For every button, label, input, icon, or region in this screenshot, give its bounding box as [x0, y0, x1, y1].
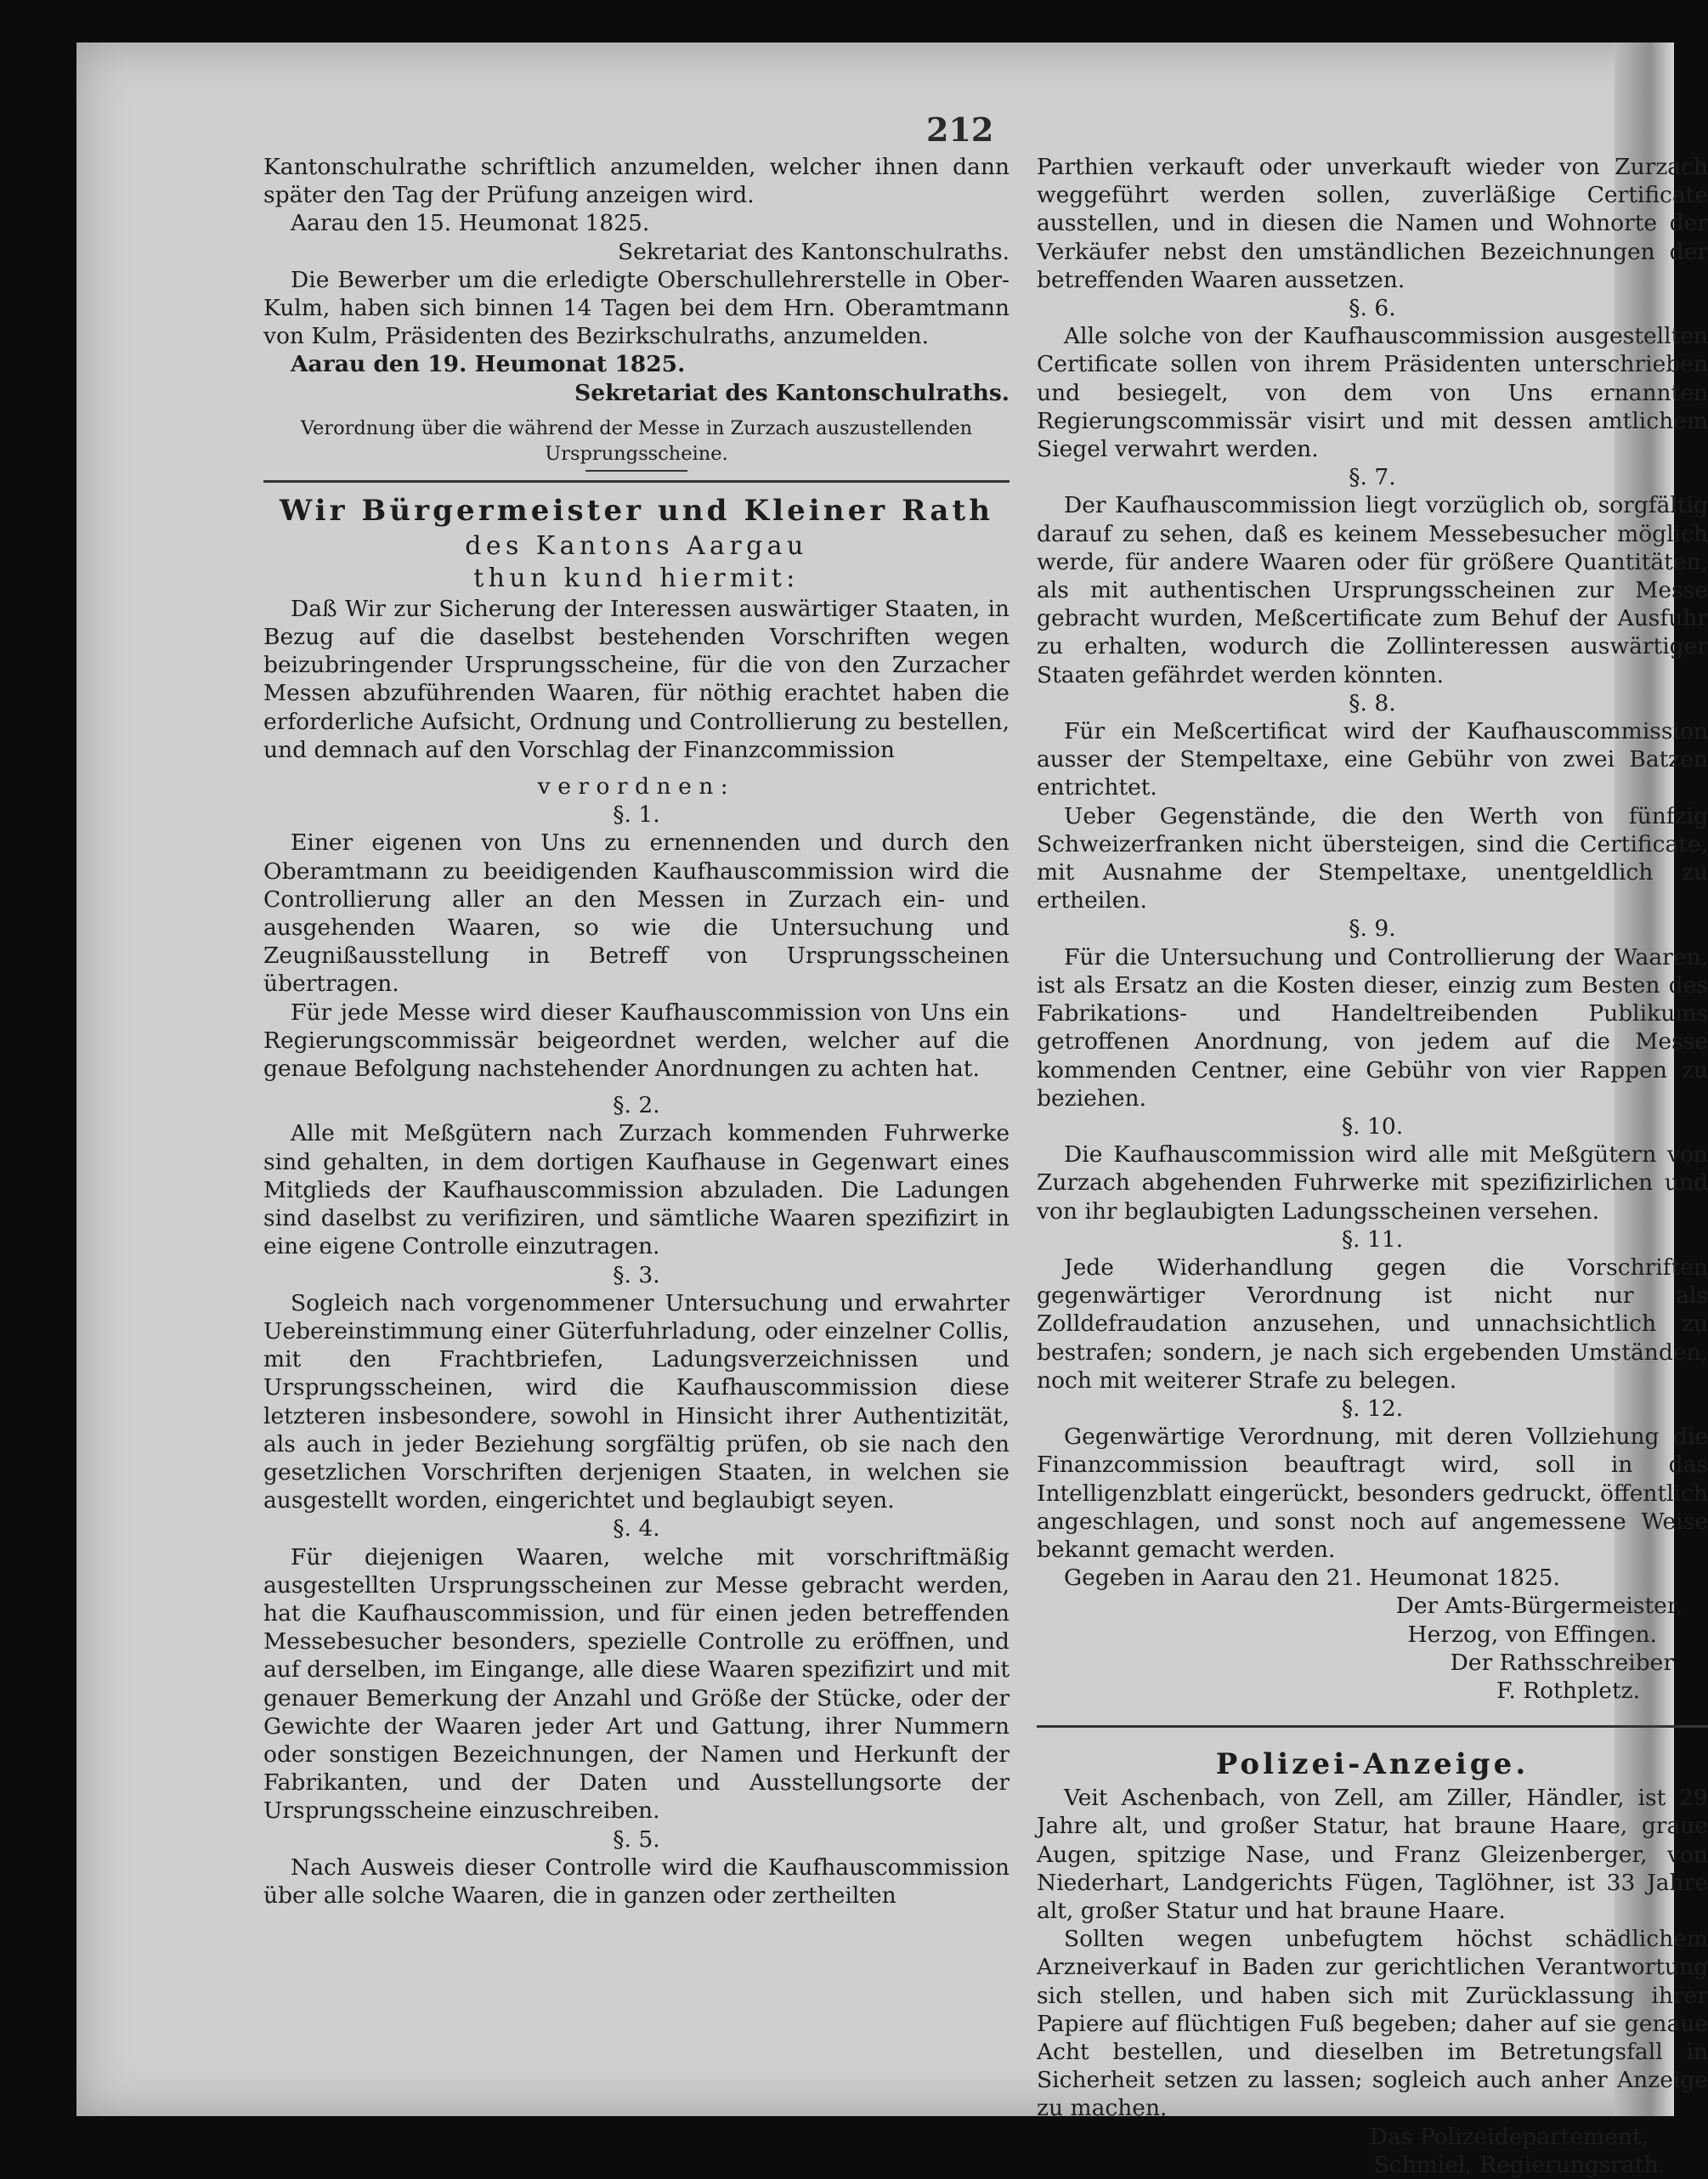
right-column	[1037, 153, 1708, 2179]
section-10-paragraph: Die Kaufhauscommission wird alle mit Meßgütern von Zurzach abgehenden Fuhrwerke mit spezifizirlichen und von ihr beglaubigten Ladungsscheinen versehen.	[1037, 1141, 1708, 1225]
ordinance-rule	[263, 480, 1010, 483]
section-1-paragraph-2: Für jede Messe wird dieser Kaufhauscommission von Uns ein Regierungscommissär beigeordnet werden, welcher auf die genaue Befolgung nachstehender Anordnungen zu achten hat.	[263, 999, 1010, 1083]
section-7-paragraph: Der Kaufhauscommission liegt vorzüglich ob, sorgfältig darauf zu sehen, daß es keinem Messebesucher möglich werde, für andere Waaren oder für größere Quantitäten, als mit authentischen Ursprungsscheinen zur Messe gebracht wurden, Meßcertificate zum Behuf der Ausfuhr zu erhalten, wodurch die Zollinteressen auswärtiger Staaten gefährdet werden könnten.	[1037, 492, 1708, 688]
section-5-heading: §. 5.	[613, 1825, 660, 1853]
intro-date-2: Aarau den 19. Heumonat 1825.	[291, 351, 686, 378]
section-1-paragraph-1: Einer eigenen von Uns zu ernennenden und durch den Oberamtmann zu beeidigenden Kaufhauscommission wird die Controllierung aller an den Messen in Zurzach ein- und ausgehenden Waaren, so wie die Untersuchung und Zeugnißausstellung in Betreff von Ursprungsscheinen übertragen.	[263, 829, 1010, 998]
ordinance-title: Wir Bürgermeister und Kleiner Rath	[279, 493, 994, 528]
police-signature-department: Das Polizeidepartement,	[1369, 2123, 1649, 2150]
section-9-paragraph: Für die Untersuchung und Controllierung der Waaren, ist als Ersatz an die Kosten dieser, einzig zum Besten des Fabrikations- und Handeltreibenden Publikums getroffenen Anordnung, von jedem auf die Messe kommenden Centner, eine Gebühr von vier Rappen zu beziehen.	[1037, 943, 1708, 1112]
newspaper-page	[76, 42, 1708, 2178]
police-notice-paragraph-1: Veit Aschenbach, von Zell, am Ziller, Händler, ist 29 Jahre alt, und großer Statur, hat braune Haare, graue Augen, spitzige Nase, und Franz Gleizenberger, von Niederhart, Landgerichts Fügen, Taglöhner, ist 33 Jahre alt, großer Statur und hat braune Haare.	[1037, 1785, 1708, 1924]
signature-mayor-title: Der Amts-Bürgermeister,	[1395, 1593, 1683, 1620]
signature-mayor-name: Herzog, von Effingen.	[1407, 1621, 1657, 1648]
section-8-paragraph-2: Ueber Gegenstände, die den Werth von fünfzig Schweizerfranken nicht übersteigen, sind die Certificate, mit Ausnahme der Stempeltaxe, unentgeldlich zu ertheilen.	[1037, 802, 1708, 914]
section-11-heading: §. 11.	[1341, 1225, 1404, 1253]
verordnen-heading: verordnen:	[537, 773, 736, 801]
section-3-heading: §. 3.	[613, 1261, 660, 1288]
section-12-paragraph: Gegenwärtige Verordnung, mit deren Vollziehung die Finanzcommission beauftragt wird, soll in das Intelligenzblatt eingerückt, besonders gedruckt, öffentlich angeschlagen, und sonst noch auf angemessene Weise bekannt gemacht werden.	[1037, 1423, 1708, 1563]
given-date: Gegeben in Aarau den 21. Heumonat 1825.	[1064, 1565, 1560, 1592]
heading-rule	[585, 470, 687, 472]
ordinance-subtitle: des Kantons Aargau	[465, 530, 808, 561]
police-notice-title: Polizei-Anzeige.	[1215, 1747, 1530, 1782]
section-1-heading: §. 1.	[613, 801, 660, 829]
section-4-heading: §. 4.	[613, 1515, 660, 1542]
section-7-heading: §. 7.	[1349, 464, 1396, 491]
police-signature-name: Schmiel, Regierungsrath.	[1373, 2151, 1666, 2178]
police-notice-paragraph-2: Sollten wegen unbefugtem höchst schädlichem Arzneiverkauf in Baden zur gerichtlichen Verantwortung sich stellen, und haben sich mit Zurücklassung ihrer Papiere auf flüchtigen Fuß begeben; daher auf sie genaue Acht bestellen, und dieselben im Betretungsfall in Sicherheit setzen zu lassen; sogleich auch anher Anzeige zu machen.	[1037, 1926, 1708, 2122]
intro-date-1: Aarau den 15. Heumonat 1825.	[291, 210, 650, 237]
section-2-paragraph: Alle mit Meßgütern nach Zurzach kommenden Fuhrwerke sind gehalten, in dem dortigen Kaufhause in Gegenwart eines Mitglieds der Kaufhauscommission abzuladen. Die Ladungen sind daselbst zu verifiziren, und sämtliche Waaren spezifizirt in eine eigene Controlle einzutragen.	[263, 1120, 1010, 1260]
intro-signature-2: Sekretariat des Kantonschulraths.	[574, 379, 1010, 406]
section-2-heading: §. 2.	[613, 1092, 660, 1119]
section-6-heading: §. 6.	[1349, 295, 1396, 322]
section-8-paragraph-1: Für ein Meßcertificat wird der Kaufhauscommission ausser der Stempeltaxe, eine Gebühr von zwei Batzen entrichtet.	[1037, 718, 1708, 801]
section-8-heading: §. 8.	[1349, 689, 1396, 716]
intro-signature-1: Sekretariat des Kantonschulraths.	[618, 238, 1010, 265]
section-11-paragraph: Jede Widerhandlung gegen die Vorschriften gegenwärtiger Verordnung ist nicht nur als Zolldefraudation anzusehen, und unnachsichtlich zu bestrafen; sondern, je nach sich ergebenden Umständen, noch mit weiterer Strafe zu belegen.	[1037, 1254, 1708, 1394]
left-column	[263, 153, 1010, 1910]
section-3-paragraph: Sogleich nach vorgenommener Untersuchung und erwahrter Uebereinstimmung einer Güterfuhrladung, oder einzelner Collis, mit den Frachtbriefen, Ladungsverzeichnissen und Ursprungsscheinen, wird die Kaufhauscommission diese letzteren insbesondere, sowohl in Hinsicht ihrer Authentizität, als auch in jeder Beziehung sorgfältig prüfen, ob sie nach den gesetzlichen Vorschriften derjenigen Staaten, in welchen sie ausgestellt worden, eingerichtet und beglaubigt seyen.	[263, 1289, 1010, 1514]
police-rule	[1037, 1725, 1708, 1728]
intro-text-1: Kantonschulrathe schriftlich anzumelden, welcher ihnen dann später den Tag der Prüfung anzeigen wird.	[263, 154, 1010, 209]
signature-clerk-title: Der Rathsschreiber	[1450, 1649, 1674, 1676]
section-5-continuation: Parthien verkauft oder unverkauft wieder von Zurzach weggeführt werden sollen, zuverläßige Certificate ausstellen, und in diesen die Namen und Wohnorte der Verkäufer nebst den umständlichen Bezeichnungen der betreffenden Waaren aussetzen.	[1037, 154, 1708, 293]
section-12-heading: §. 12.	[1341, 1395, 1404, 1422]
section-6-paragraph: Alle solche von der Kaufhauscommission ausgestellten Certificate sollen von ihrem Präsidenten unterschrieben und besiegelt, von dem von Uns ernannten Regierungscommissär visirt und mit dessen amtlichem Siegel verwahrt werden.	[1037, 323, 1708, 463]
section-4-paragraph: Für diejenigen Waaren, welche mit vorschriftmäßig ausgestellten Ursprungsscheinen zur Messe gebracht werden, hat die Kaufhauscommission, und für einen jeden betreffenden Messebesucher besonders, spezielle Controlle zu eröffnen, und auf derselben, im Eingange, alle diese Waaren spezifizirt und mit genauer Bemerkung der Anzahl und Größe der Stücke, oder der Gewichte der Waaren jeder Art und Gattung, ihrer Nummern oder sonstigen Bezeichnungen, der Namen und Herkunft der Fabrikanten, und der Daten und Ausstellungsorte der Ursprungsscheine einzuschreiben.	[263, 1543, 1010, 1825]
ordinance-proclamation: thun kund hiermit:	[473, 563, 800, 593]
intro-text-2: Die Bewerber um die erledigte Oberschullehrerstelle in Ober-Kulm, haben sich binnen 14 Tagen bei dem Hrn. Oberamtmann von Kulm, Präsidenten des Bezirkschulraths, anzumelden.	[263, 266, 1010, 350]
signature-clerk-name: F. Rothpletz.	[1496, 1677, 1640, 1704]
ordinance-heading: Verordnung über die während der Messe in Zurzach auszustellenden Ursprungsscheine.	[300, 416, 973, 465]
page-number: 212	[926, 110, 994, 149]
section-5-paragraph: Nach Ausweis dieser Controlle wird die Kaufhauscommission über alle solche Waaren, die in ganzen oder zertheilten	[263, 1854, 1010, 1909]
section-10-heading: §. 10.	[1341, 1112, 1404, 1140]
preamble: Daß Wir zur Sicherung der Interessen auswärtiger Staaten, in Bezug auf die daselbst bestehenden Vorschriften wegen beizubringender Ursprungsscheine, für die von den Zurzacher Messen abzuführenden Waaren, für nöthig erachtet haben die erforderliche Aufsicht, Ordnung und Controllierung zu bestellen, und demnach auf den Vorschlag der Finanzcommission	[263, 595, 1010, 763]
section-9-heading: §. 9.	[1349, 915, 1396, 942]
